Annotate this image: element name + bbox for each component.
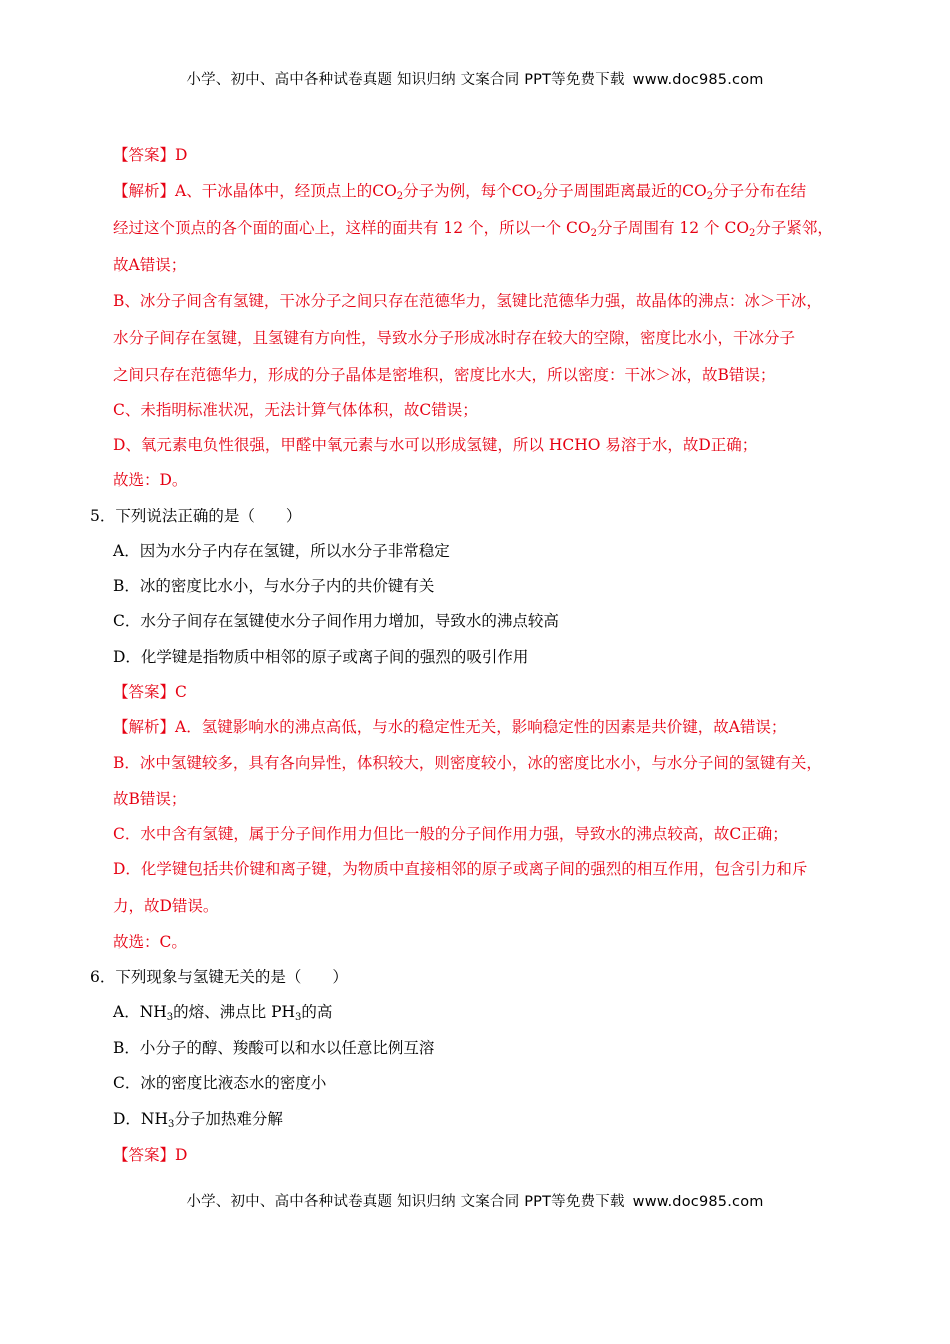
q4-analysis-line-3: 故A错误； [113,256,187,274]
header-text: 小学、初中、高中各种试卷真题 知识归纳 文案合同 PPT等免费下载 [186,72,625,88]
q5-option-c: C．水分子间存在氢键使水分子间作用力增加，导致水的沸点较高 [113,612,559,630]
q4-analysis-b-line-3: 之间只存在范德华力，形成的分子晶体是密堆积，密度比水大，所以密度：干冰＞冰，故B错误； [113,366,776,384]
q4-analysis-c: C、未指明标准状况，无法计算气体体积，故C错误； [113,401,478,419]
q5-answer [113,682,187,702]
answer-label: 【答案】 [113,1146,176,1164]
q4-analysis-b-line-1: B、冰分子间含有氢键，干冰分子之间只存在范德华力，氢键比范德华力强，故晶体的沸点：冰＞干冰， [113,292,822,310]
header-url[interactable]: www.doc985.com [632,72,764,88]
analysis-label: 【解析】 [113,718,176,736]
q5-option-d: D．化学键是指物质中相邻的原子或离子间的强烈的吸引作用 [113,648,529,666]
q6-option-c: C．冰的密度比液态水的密度小 [113,1074,327,1092]
answer-value: C [175,683,187,701]
footer-url[interactable]: www.doc985.com [632,1194,764,1210]
q5-choose: 故选：C。 [113,933,187,951]
answer-value: D [175,146,188,164]
q5-analysis-line-6: 力，故D错误。 [113,897,219,915]
answer-label: 【答案】 [113,146,176,164]
q5-analysis-line-1: 【解析】A．氢键影响水的沸点高低，与水的稳定性无关，影响稳定性的因素是共价键，故A错误； [113,718,787,736]
q6-option-a: A．$NH_3$的熔、沸点比 $PH_3$的高 [113,1003,333,1023]
q5-analysis-line-3: 故B错误； [113,790,187,808]
q6-answer [113,1145,187,1165]
q5-analysis-line-5: D．化学键包括共价键和离子键，为物质中直接相邻的原子或离子间的强烈的相互作用，包含引力和斥 [113,860,808,878]
page-footer [0,1190,950,1211]
q5-analysis-line-2: B．冰中氢键较多，具有各向异性，体积较大，则密度较小，冰的密度比水小，与水分子间的氢键有关， [113,754,822,772]
q5-option-a: A．因为水分子内存在氢键，所以水分子非常稳定 [113,542,450,560]
answer-label: 【答案】 [113,683,176,701]
q4-analysis-line-2: 经过这个顶点的各个面的面心上，这样的面共有 12 个，所以一个 $CO_2$分子周围有 12 个 $CO_2$分子紧邻， [113,219,833,239]
answer-value: D [175,1146,188,1164]
q4-analysis-line-1: 【解析】A、干冰晶体中，经顶点上的$CO_2$分子为例，每个$CO_2$分子周围距离最近的$CO_2$分子分布在结 [113,182,807,202]
q6-option-d: D．$NH_3$分子加热难分解 [113,1110,283,1130]
q6-option-b: B．小分子的醇、羧酸可以和水以任意比例互溶 [113,1039,435,1057]
q4-analysis-d: D、氧元素电负性很强，甲醛中氧元素与水可以形成氢键，所以 HCHO 易溶于水，故D正确； [113,436,758,454]
q4-answer [113,145,187,165]
q5-analysis-line-4: C．水中含有氢键，属于分子间作用力但比一般的分子间作用力强，导致水的沸点较高，故C正确； [113,825,788,843]
q5-option-b: B．冰的密度比水小，与水分子内的共价键有关 [113,577,435,595]
footer-text: 小学、初中、高中各种试卷真题 知识归纳 文案合同 PPT等免费下载 [186,1194,625,1210]
q5-stem: 5．下列说法正确的是（ ） [90,507,302,525]
q4-analysis-b-line-2: 水分子间存在氢键，且氢键有方向性，导致水分子形成冰时存在较大的空隙，密度比水小，干冰分子 [113,329,796,347]
page-header [0,68,950,89]
q4-choose: 故选：D。 [113,471,188,489]
analysis-label: 【解析】 [113,182,176,200]
q6-stem: 6．下列现象与氢键无关的是（ ） [90,968,348,986]
